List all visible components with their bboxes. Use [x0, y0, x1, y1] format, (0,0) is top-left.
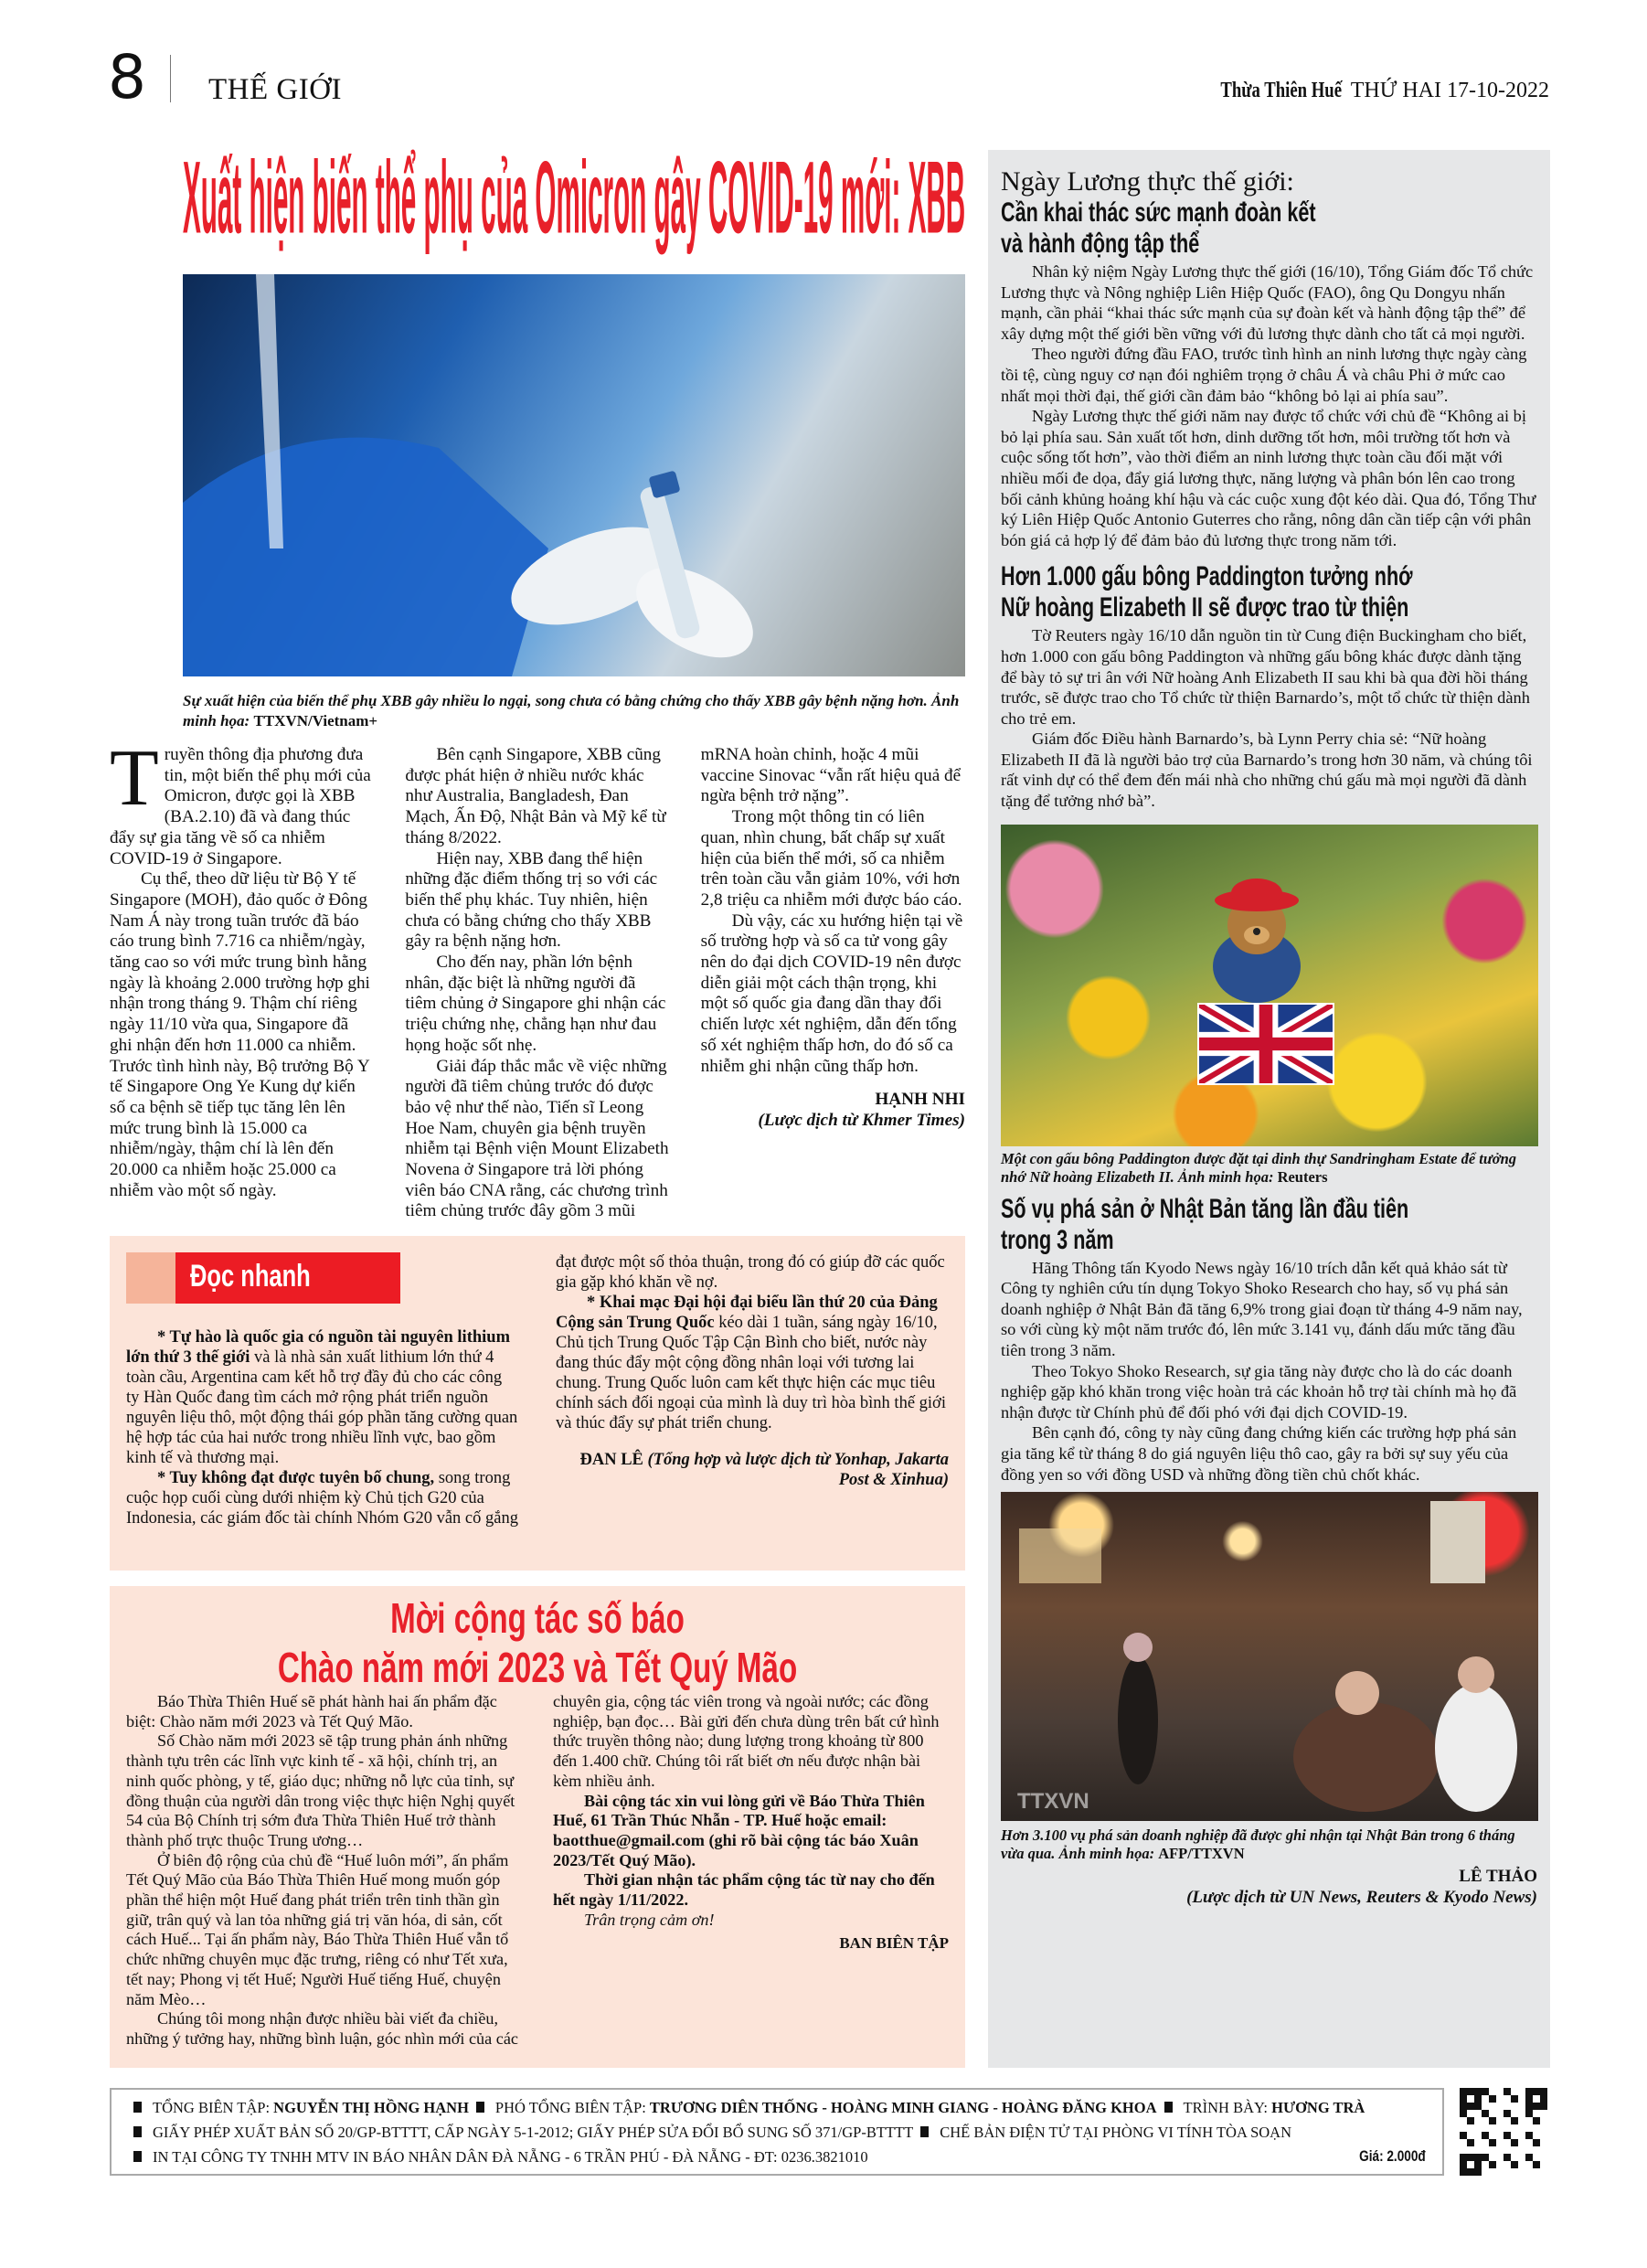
qr-module: [1467, 2103, 1474, 2110]
qr-module: [1489, 2103, 1496, 2110]
qr-module: [1525, 2132, 1533, 2139]
qr-module: [1460, 2117, 1467, 2124]
qr-module: [1540, 2154, 1547, 2161]
qr-module: [1482, 2146, 1489, 2154]
qr-module: [1489, 2146, 1496, 2154]
story1-headline: và hành động tập thể: [1001, 229, 1200, 259]
qr-module: [1511, 2110, 1518, 2117]
qr-module: [1525, 2110, 1533, 2117]
qr-module: [1525, 2088, 1533, 2095]
qr-module: [1474, 2168, 1482, 2176]
qr-module: [1504, 2139, 1511, 2146]
paddington-bear-photo: [1001, 825, 1538, 1146]
article-paragraph: Dù vậy, các xu hướng hiện tại về số trường hợp và số ca tử vong gây nên do đại dịch COVID-19 nên được diễn giải một cách thận trọng, khi một số quốc gia đang dần thay đổi chiến lược xét nghiệm, dẫn đến tổng số xét nghiệm thấp hơn, do đó số ca nhiễm ghi nhận cũng thấp hơn.: [700, 910, 963, 1076]
qr-module: [1460, 2154, 1467, 2161]
qr-module: [1482, 2103, 1489, 2110]
qr-module: [1460, 2132, 1467, 2139]
qr-module: [1540, 2132, 1547, 2139]
qr-module: [1489, 2095, 1496, 2103]
qr-module: [1511, 2088, 1518, 2095]
qr-module: [1496, 2132, 1504, 2139]
story1-heading: [1001, 166, 1537, 260]
story1-paragraph: Ngày Lương thực thế giới năm nay được tổ chức với chủ đề “Không ai bị bỏ lại phía sau. Sản xuất tốt hơn, dinh dưỡng tốt hơn, môi trường tốt hơn và cuộc sống tốt hơn”, vào thời điểm an ninh lương thực toàn cầu đối mặt với nhiều mối đe dọa, đẩy giá lương thực, năng lượng và phân bón lên cao trong bối cảnh khủng hoảng khí hậu và các cuộc xung đột kéo dài. Qua đó, Tổng Thư ký Liên Hiệp Quốc Antonio Guterres cho rằng, nông dân cần tiếp cận với phân bón giá cả hợp lý để đảm bảo đủ lương thực trong năm tới.: [1001, 407, 1536, 549]
main-headline: Xuất hiện biến thể phụ của Omicron gây COVID-19 mới: XBB: [183, 140, 966, 255]
author: HẠNH NHI: [875, 1090, 965, 1110]
qr-module: [1504, 2132, 1511, 2139]
qr-module: [1467, 2110, 1474, 2117]
qr-module: [1489, 2117, 1496, 2124]
qr-module: [1540, 2168, 1547, 2176]
qr-module: [1511, 2161, 1518, 2168]
qr-module: [1474, 2124, 1482, 2132]
qr-module: [1511, 2124, 1518, 2132]
qr-module: [1511, 2132, 1518, 2139]
qr-module: [1467, 2161, 1474, 2168]
qr-module: [1518, 2110, 1525, 2117]
qr-module: [1525, 2095, 1533, 2103]
qr-module: [1504, 2110, 1511, 2117]
qr-code[interactable]: [1460, 2088, 1547, 2176]
qr-module: [1496, 2168, 1504, 2176]
article-paragraph: Giải đáp thắc mắc về việc những người đã tiêm chủng trước đó được bảo vệ như thế nào, Tiến sĩ Leong Hoe Nam, chuyên gia bệnh truyền nhiễm tại Bệnh viện Mount Elizabeth Novena ở Singapore trả lời phóng viên báo CNA rằng, các chương trình tiêm chủng trước đây gồm 3 mũi mRNA hoàn chỉnh, hoặc 4 mũi vaccine Sinovac “vẫn rất hiệu quả để ngừa bệnh trở nặng”.: [405, 745, 962, 1221]
quick-read-title: Đọc nhanh: [190, 1259, 311, 1294]
qr-module: [1540, 2110, 1547, 2117]
qr-module: [1467, 2117, 1474, 2124]
header-divider: [170, 55, 171, 102]
qr-module: [1533, 2110, 1540, 2117]
qr-module: [1518, 2117, 1525, 2124]
qr-module: [1496, 2161, 1504, 2168]
covid-test-photo: [183, 274, 965, 676]
qr-module: [1525, 2168, 1533, 2176]
qr-module: [1518, 2139, 1525, 2146]
qr-module: [1496, 2154, 1504, 2161]
article-paragraph: Hiện nay, XBB đang thể hiện những đặc điểm thống trị so với các biến thể phụ khác. Tuy nhiên, hiện chưa có bằng chứng cho thấy XBB gây ra bệnh nặng hơn.: [405, 848, 658, 952]
qr-module: [1533, 2132, 1540, 2139]
story2-paragraph: Tờ Reuters ngày 16/10 dẫn nguồn tin từ Cung điện Buckingham cho biết, hơn 1.000 con gấu bông Paddington và những gấu bông khác được dành tặng để bày tỏ sự tri ân với Nữ hoàng Anh Elizabeth II sau khi bà qua đời hồi tháng trước, sẽ được trao cho Tổ chức từ thiện Barnardo’s, một tổ chức từ thiện dành cho trẻ em.: [1001, 626, 1530, 728]
qr-module: [1460, 2110, 1467, 2117]
promo-paragraph: Số Chào năm mới 2023 sẽ tập trung phản ánh những thành tựu trên các lĩnh vực kinh tế - xã hội, chính trị, an ninh quốc phòng, y tế, giáo dục; những nỗ lực của tỉnh, sự đồng thuận của người dân trong việc thực hiện Nghị quyết 54 của Bộ Chính trị sớm đưa Thừa Thiên Huế trở thành thành phố trực thuộc Trung ương…: [126, 1731, 515, 1849]
qr-module: [1533, 2146, 1540, 2154]
qr-module: [1489, 2088, 1496, 2095]
qr-module: [1504, 2117, 1511, 2124]
qr-module: [1533, 2103, 1540, 2110]
imprint-footer: [110, 2088, 1444, 2176]
story1-kicker: Ngày Lương thực thế giới:: [1001, 166, 1294, 197]
qr-module: [1518, 2095, 1525, 2103]
promo-thanks: Trân trọng cảm ơn!: [584, 1910, 715, 1929]
qr-module: [1482, 2088, 1489, 2095]
qr-module: [1474, 2110, 1482, 2117]
night-street-image: [1001, 1492, 1538, 1821]
promo-deadline: Thời gian nhận tác phẩm cộng tác từ nay cho đến hết ngày 1/11/2022.: [553, 1870, 935, 1910]
qr-module: [1460, 2168, 1467, 2176]
qr-module: [1467, 2154, 1474, 2161]
qr-module: [1467, 2146, 1474, 2154]
qr-module: [1518, 2103, 1525, 2110]
qr-module: [1482, 2154, 1489, 2161]
paddington-bear-image: [1202, 875, 1312, 1003]
story2-photo-caption: Một con gấu bông Paddington được đặt tại dinh thự Sandringham Estate để tưởng nhớ Nữ hoàng Elizabeth II. Ảnh minh họa: Reuters: [1001, 1149, 1517, 1186]
issue-date: THỨ HAI 17-10-2022: [1350, 79, 1549, 102]
qr-module: [1489, 2161, 1496, 2168]
qr-module: [1533, 2095, 1540, 2103]
story3-headline: trong 3 năm: [1001, 1224, 1114, 1255]
world-news-sidebar: [988, 150, 1550, 2068]
qr-module: [1525, 2103, 1533, 2110]
qr-module: [1540, 2117, 1547, 2124]
story1-paragraph: Nhân kỷ niệm Ngày Lương thực thế giới (16/10), Tổng Giám đốc Tổ chức Lương thực và Nông nghiệp Liên Hiệp Quốc (FAO), ông Qu Dongyu nhấn mạnh, cần phải “khai thác sức mạnh của sự đoàn kết và hành động tập thể” để xây dựng một thế giới bền vững với đủ lương thực dành cho tất cả mọi người.: [1001, 262, 1534, 343]
story2-heading: [1001, 561, 1537, 623]
imprint-line: TỔNG BIÊN TẬP: NGUYỄN THỊ HỒNG HẠNH PHÓ TỔNG BIÊN TẬP: TRƯƠNG DIÊN THỐNG - HOÀNG MINH GIANG - HOÀNG ĐĂNG KHOA TRÌNH BÀY: HƯƠNG TRÀ: [126, 2095, 1428, 2120]
quick-read-byline: ĐAN LÊ (Tổng hợp và lược dịch từ Yonhap, Jakarta Post & Xinhua): [579, 1451, 949, 1489]
article-paragraph: Trong một thông tin có liên quan, nhìn chung, bất chấp sự xuất hiện của biến thể mới, số ca nhiễm trên toàn cầu vẫn giảm 10%, với hơn 2,8 triệu ca nhiễm mới được báo cáo.: [700, 807, 962, 910]
qr-module: [1518, 2161, 1525, 2168]
qr-module: [1533, 2154, 1540, 2161]
qr-module: [1511, 2095, 1518, 2103]
qr-module: [1489, 2110, 1496, 2117]
qr-module: [1504, 2095, 1511, 2103]
quick-read-item: * Tuy không đạt được tuyên bố chung, song trong cuộc họp cuối cùng dưới nhiệm kỳ Chủ tịch G20 của Indonesia, các giám đốc tài chính Nhóm G20 vẫn cố gắng đạt được một số thỏa thuận, trong đó có giúp đỡ các quốc gia gặp khó khăn về nợ.: [126, 1253, 945, 1528]
qr-module: [1540, 2139, 1547, 2146]
masthead: [1186, 79, 1549, 103]
main-article-body: [110, 734, 965, 1230]
qr-module: [1474, 2132, 1482, 2139]
story2-paragraph: Giám đốc Điều hành Barnardo’s, bà Lynn Perry chia sẻ: “Nữ hoàng Elizabeth II đã là người bảo trợ của Barnardo’s trong hơn 30 năm, và chúng tôi rất vinh dự có thể đem đến mái nhà cho những chú gấu mà mọi người đã dành tặng để tưởng nhớ bà”.: [1001, 729, 1533, 811]
photo-watermark: TTXVN: [1017, 1788, 1089, 1814]
qr-module: [1511, 2146, 1518, 2154]
qr-module: [1467, 2168, 1474, 2176]
qr-module: [1511, 2139, 1518, 2146]
story3-heading: [1001, 1194, 1537, 1256]
union-jack-flag-image: [1197, 1003, 1334, 1085]
qr-module: [1518, 2124, 1525, 2132]
qr-module: [1504, 2168, 1511, 2176]
qr-module: [1482, 2139, 1489, 2146]
qr-module: [1460, 2103, 1467, 2110]
qr-module: [1518, 2132, 1525, 2139]
qr-module: [1460, 2146, 1467, 2154]
qr-module: [1540, 2124, 1547, 2132]
qr-module: [1467, 2132, 1474, 2139]
story2-headline: Hơn 1.000 gấu bông Paddington tưởng nhớ: [1001, 561, 1413, 592]
article-paragraph: Truyền thông địa phương đưa tin, một biến thể phụ mới của Omicron, được gọi là XBB (BA.2.10) đã và đang thúc đẩy sự gia tăng về số ca nhiễm COVID-19 ở Singapore.: [110, 734, 371, 868]
promo-signature: BAN BIÊN TẬP: [839, 1934, 949, 1953]
qr-module: [1489, 2124, 1496, 2132]
qr-module: [1518, 2168, 1525, 2176]
promo-title: [126, 1593, 949, 1692]
quick-read-header: [126, 1252, 400, 1304]
story3-paragraph: Bên cạnh đó, công ty này cũng đang chứng kiến các trường hợp phá sản gia tăng kể từ tháng 8 do giá nguyên liệu thô cao, gây ra bởi sự suy yếu của đồng yen so với đồng USD và những đồng tiền chủ chốt khác.: [1001, 1423, 1517, 1484]
quick-read-item: * Khai mạc Đại hội đại biểu lần thứ 20 của Đảng Cộng sản Trung Quốc kéo dài 1 tuần, sáng ngày 16/10, Chủ tịch Trung Quốc Tập Cận Bình cho biết, nước này đang thúc đẩy một cộng đồng nhân loại với tương lai chung. Trung Quốc luôn cam kết thực hiện các mục tiêu chính sách đối ngoại của mình là duy trì hòa bình thế giới và thúc đẩy sự phát triển chung.: [556, 1294, 946, 1432]
gloved-hands-test-tube-image: [183, 274, 965, 676]
qr-module: [1504, 2146, 1511, 2154]
qr-module: [1504, 2154, 1511, 2161]
qr-module: [1460, 2124, 1467, 2132]
qr-module: [1474, 2139, 1482, 2146]
qr-module: [1518, 2088, 1525, 2095]
story3-paragraph: Hãng Thông tấn Kyodo News ngày 16/10 trích dẫn kết quả khảo sát từ Công ty nghiên cứu tín dụng Tokyo Shoko Research cho hay, số vụ phá sản doanh nghiệp ở Nhật Bản đã tăng 6,9% trong giai đoạn từ tháng 4-9 năm nay, so với cùng kỳ một năm trước đó, lên mức 3.141 vụ, đánh dấu mức tăng đầu tiên trong 3 năm.: [1001, 1258, 1523, 1360]
qr-module: [1533, 2124, 1540, 2132]
qr-module: [1474, 2146, 1482, 2154]
story1-headline: Cần khai thác sức mạnh đoàn kết: [1001, 197, 1316, 228]
qr-module: [1482, 2168, 1489, 2176]
qr-module: [1533, 2161, 1540, 2168]
source: (Lược dịch từ Khmer Times): [758, 1110, 965, 1130]
qr-module: [1482, 2124, 1489, 2132]
qr-module: [1482, 2110, 1489, 2117]
story3-headline: Số vụ phá sản ở Nhật Bản tăng lần đầu tiên: [1001, 1193, 1409, 1224]
main-photo-caption: [183, 691, 965, 731]
caption-text: Sự xuất hiện của biến thể phụ XBB gây nhiều lo ngại, song chưa có bằng chứng cho thấy XBB gây bệnh nặng hơn. Ảnh minh họa:: [183, 692, 960, 729]
price: Giá: 2.000đ: [1359, 2147, 1426, 2165]
qr-module: [1518, 2154, 1525, 2161]
qr-module: [1496, 2146, 1504, 2154]
qr-module: [1511, 2117, 1518, 2124]
qr-module: [1460, 2139, 1467, 2146]
qr-module: [1525, 2161, 1533, 2168]
qr-module: [1496, 2139, 1504, 2146]
qr-module: [1504, 2103, 1511, 2110]
qr-module: [1467, 2088, 1474, 2095]
promo-title-line: Mời cộng tác số báo: [390, 1594, 685, 1642]
qr-module: [1540, 2095, 1547, 2103]
quick-read-item: * Tự hào là quốc gia có nguồn tài nguyên lithium lớn thứ 3 thế giới và là nhà sản xuất lithium lớn thứ 4 toàn cầu, Argentina cam kết hỗ trợ đầy đủ cho các công ty Hàn Quốc đang tìm cách mở rộng phát triển nguồn nguyên liệu thô, một động thái góp phần tăng cường quan hệ hợp tác của hai nước trong nhiều lĩnh vực, bao gồm kinh tế và thương mại.: [126, 1328, 518, 1467]
article-byline: [701, 1090, 965, 1131]
qr-module: [1533, 2088, 1540, 2095]
qr-module: [1489, 2168, 1496, 2176]
promo-title-line: Chào năm mới 2023 và Tết Quý Mão: [277, 1644, 798, 1691]
qr-module: [1533, 2139, 1540, 2146]
imprint-line: GIẤY PHÉP XUẤT BẢN SỐ 20/GP-BTTTT, CẤP NGÀY 5-1-2012; GIẤY PHÉP SỬA ĐỔI BỔ SUNG SỐ 371/GP-BTTTT CHẾ BẢN ĐIỆN TỬ TẠI PHÒNG VI TÍNH TÒA SOẠN: [126, 2120, 1428, 2145]
qr-module: [1525, 2154, 1533, 2161]
tokyo-street-photo: [1001, 1492, 1538, 1821]
qr-module: [1467, 2139, 1474, 2146]
article-paragraph: Cho đến nay, phần lớn bệnh nhân, đặc biệt là những người đã tiêm chủng ở Singapore ghi nhận các triệu chứng nhẹ, chẳng hạn như đau họng hoặc sốt nhẹ.: [405, 953, 666, 1055]
qr-module: [1496, 2103, 1504, 2110]
qr-module: [1474, 2154, 1482, 2161]
qr-module: [1489, 2139, 1496, 2146]
promo-contact: Bài cộng tác xin vui lòng gửi về Báo Thừa Thiên Huế, 61 Trần Thúc Nhẫn - TP. Huế hoặc email: baotthue@gmail.com (ghi rõ bài cộng tác báo Xuân 2023/Tết Quý Mão).: [553, 1791, 925, 1869]
qr-module: [1474, 2103, 1482, 2110]
qr-module: [1504, 2124, 1511, 2132]
qr-module: [1496, 2088, 1504, 2095]
qr-module: [1511, 2103, 1518, 2110]
qr-module: [1496, 2117, 1504, 2124]
qr-module: [1474, 2088, 1482, 2095]
newspaper-name: Thừa Thiên Huế: [1220, 79, 1342, 102]
qr-module: [1525, 2124, 1533, 2132]
imprint-line: IN TẠI CÔNG TY TNHH MTV IN BÁO NHÂN DÂN ĐÀ NẴNG - 6 TRẦN PHÚ - ĐÀ NẴNG - ĐT: 0236.3821010: [126, 2145, 1428, 2169]
qr-module: [1482, 2117, 1489, 2124]
qr-module: [1504, 2088, 1511, 2095]
qr-module: [1504, 2161, 1511, 2168]
qr-module: [1496, 2110, 1504, 2117]
story2-headline: Nữ hoàng Elizabeth II sẽ được trao từ thiện: [1001, 592, 1409, 623]
qr-module: [1474, 2095, 1482, 2103]
main-headline-wrap: [183, 140, 966, 255]
photo-credit: TTXVN/Vietnam+: [253, 712, 378, 729]
qr-module: [1540, 2088, 1547, 2095]
qr-module: [1467, 2124, 1474, 2132]
qr-module: [1525, 2117, 1533, 2124]
qr-module: [1511, 2154, 1518, 2161]
qr-module: [1489, 2154, 1496, 2161]
qr-module: [1518, 2146, 1525, 2154]
qr-module: [1533, 2117, 1540, 2124]
page-number: 8: [108, 42, 146, 112]
call-for-contributions-box: [110, 1586, 965, 2068]
qr-module: [1460, 2095, 1467, 2103]
qr-module: [1460, 2088, 1467, 2095]
quick-read-box: [110, 1236, 965, 1571]
qr-module: [1482, 2161, 1489, 2168]
qr-module: [1540, 2103, 1547, 2110]
qr-module: [1460, 2161, 1467, 2168]
promo-paragraph: Báo Thừa Thiên Huế sẽ phát hành hai ấn phẩm đặc biệt: Chào năm mới 2023 và Tết Quý Mão.: [126, 1692, 497, 1730]
qr-module: [1496, 2124, 1504, 2132]
qr-module: [1467, 2095, 1474, 2103]
section-title: THẾ GIỚI: [208, 73, 343, 106]
qr-module: [1474, 2117, 1482, 2124]
qr-module: [1482, 2132, 1489, 2139]
promo-paragraph: Chúng tôi mong nhận được nhiều bài viết đa chiều, những ý tưởng hay, những bình luận, góc nhìn mới của các chuyên gia, cộng tác viên trong và ngoài nước; các đồng nghiệp, bạn đọc… Bài gửi đến chưa dùng trên bất cứ hình thức truyền thông nào; dung lượng trong khoảng từ 800 đến 1.400 chữ. Chúng tôi rất biết ơn nếu được nhận bài kèm nhiều ảnh.: [126, 1692, 940, 2048]
article-paragraph: Cụ thể, theo dữ liệu từ Bộ Y tế Singapore (MOH), đảo quốc ở Đông Nam Á này trong tuần trước đã báo cáo trung bình 7.716 ca nhiễm/ngày, tăng cao so với mức trung bình hằng ngày là khoảng 2.000 trường hợp ghi nhận trong tháng 9. Thậm chí riêng ngày 11/10 vừa qua, Singapore đã ghi nhận đến hơn 11.000 ca nhiễm. Trước tình hình này, Bộ trưởng Bộ Y tế Singapore Ong Ye Kung dự kiến số ca bệnh sẽ tiếp tục tăng lên lên mức trung bình là 15.000 ca nhiễm/ngày, thậm chí là lên đến 20.000 ca nhiễm hoặc 25.000 ca nhiễm vào một số ngày.: [110, 869, 370, 1200]
qr-module: [1496, 2095, 1504, 2103]
qr-module: [1474, 2161, 1482, 2168]
story3-paragraph: Theo Tokyo Shoko Research, sự gia tăng này được cho là do các doanh nghiệp gặp khó khăn trong việc hoàn trả các khoản hỗ trợ tài chính mà họ đã nhận được từ Chính phủ để đối phó với đại dịch COVID-19.: [1001, 1361, 1517, 1421]
promo-paragraph: Ở biên độ rộng của chủ đề “Huế luôn mới”, ấn phẩm Tết Quý Mão của Báo Thừa Thiên Huế mong muốn góp phần thể hiện một Huế đang phát triển trên tinh thần gìn giữ, trân quý và lan tỏa những giá trị văn hóa, di sản, cốt cách Huế... Tại ấn phẩm này, Báo Thừa Thiên Huế vẫn tổ chức những chuyên mục đặc trưng, riêng có như Tết xưa, tết nay; Phong vị tết Huế; Người Huế tiếng Huế, chuyện năm Mèo…: [126, 1850, 509, 2008]
qr-module: [1540, 2146, 1547, 2154]
qr-module: [1525, 2146, 1533, 2154]
qr-module: [1533, 2168, 1540, 2176]
qr-module: [1525, 2139, 1533, 2146]
qr-module: [1511, 2168, 1518, 2176]
story3-photo-caption: Hơn 3.100 vụ phá sản doanh nghiệp đã được ghi nhận tại Nhật Bản trong 6 tháng vừa qua. Ảnh minh họa: AFP/TTXVN: [1001, 1826, 1515, 1863]
qr-module: [1540, 2161, 1547, 2168]
sidebar-byline: LÊ THẢO (Lược dịch từ UN News, Reuters & Kyodo News): [1186, 1867, 1537, 1907]
story1-paragraph: Theo người đứng đầu FAO, trước tình hình an ninh lương thực ngày càng tồi tệ, cùng nguy cơ nạn đói nghiêm trọng ở châu Á và châu Phi ở mức cao nhất mọi thời đại, thế giới cần đảm bảo “không bỏ lại ai phía sau”.: [1001, 345, 1527, 405]
qr-module: [1489, 2132, 1496, 2139]
qr-module: [1482, 2095, 1489, 2103]
article-paragraph: Bên cạnh Singapore, XBB cũng được phát hiện ở nhiều nước khác như Australia, Bangladesh, Đan Mạch, Ấn Độ, Nhật Bản và Mỹ kể từ tháng 8/2022.: [405, 745, 666, 847]
